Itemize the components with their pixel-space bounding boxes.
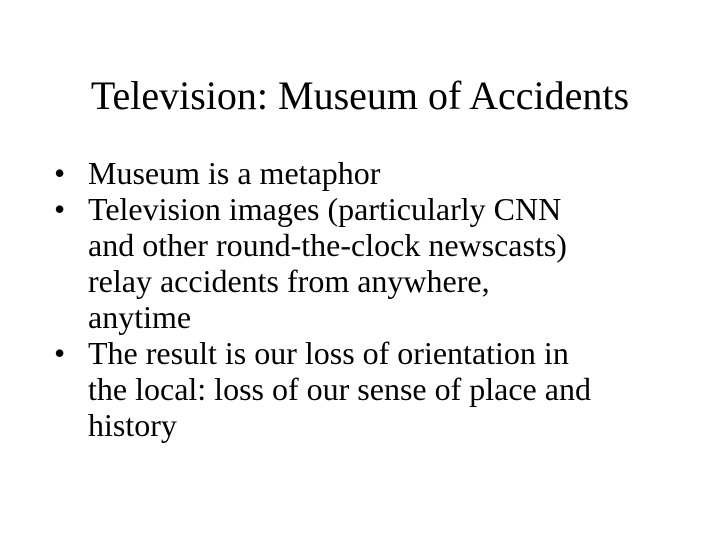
bullet-line: anytime (88, 299, 192, 335)
bullet-item (54, 155, 694, 191)
bullet-dot-icon: • (54, 155, 66, 191)
bullet-line: and other round-the-clock newscasts) (88, 227, 567, 263)
bullet-list (54, 155, 694, 443)
bullet-line: Museum is a metaphor (88, 155, 381, 191)
bullet-item (54, 191, 694, 335)
bullet-line: the local: loss of our sense of place and (88, 371, 591, 407)
bullet-line: history (88, 407, 177, 443)
bullet-line: The result is our loss of orientation in (88, 335, 569, 371)
bullet-line: relay accidents from anywhere, (88, 263, 490, 299)
slide-title: Television: Museum of Accidents (90, 73, 630, 118)
bullet-dot-icon: • (54, 191, 66, 227)
bullet-line: Television images (particularly CNN (88, 191, 562, 227)
bullet-dot-icon: • (54, 335, 66, 371)
bullet-item (54, 335, 694, 443)
